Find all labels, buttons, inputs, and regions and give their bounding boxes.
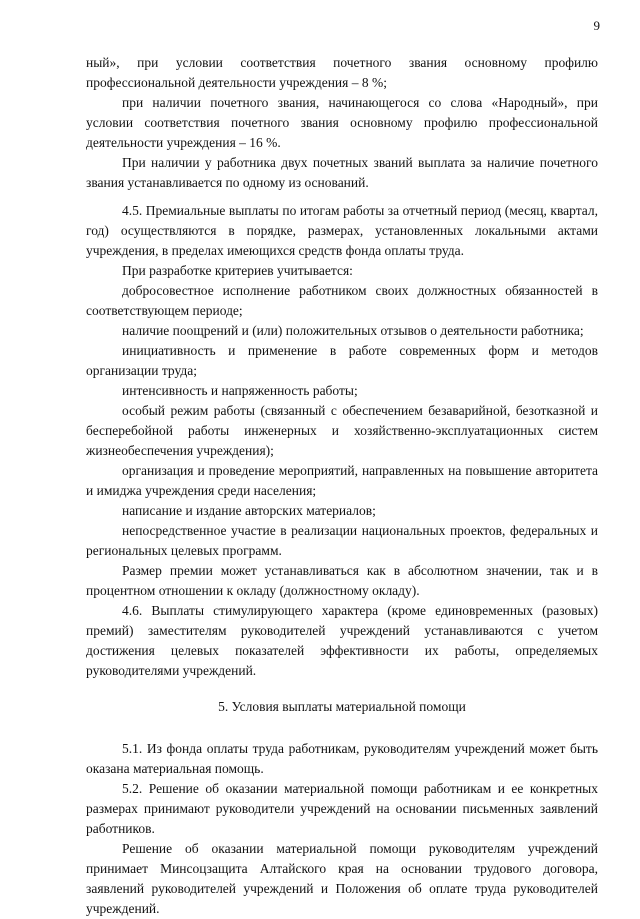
paragraph: 4.5. Премиальные выплаты по итогам работы за отчетный период (месяц, квартал, год) осуществляются в порядке, размерах, установленных локальными актами учреждения, в пределах имеющихся средств фонда оплаты труда. [86, 203, 598, 258]
list-item: особый режим работы (связанный с обеспечением безаварийной, безотказной и бесперебойной работы инженерных и хозяйственно-эксплуатационных систем жизнеобеспечения учреждения); [86, 403, 598, 458]
paragraph: Решение об оказании материальной помощи руководителям учреждений принимает Минсоцзащита Алтайского края на основании трудового договора, заявлений руководителей учреждений и Положения об оплате труда руководителей учреждений. [86, 841, 598, 916]
list-item: инициативность и применение в работе современных форм и методов организации труда; [86, 343, 598, 378]
section-heading: 5. Условия выплаты материальной помощи [218, 699, 466, 714]
paragraph: ный», при условии соответствия почетного звания основному профилю профессиональной деятельности учреждения – 8 %; [86, 55, 598, 90]
paragraph: Размер премии может устанавливаться как в абсолютном значении, так и в процентном отношении к окладу (должностному окладу). [86, 563, 598, 598]
paragraph: при наличии почетного звания, начинающегося со слова «Народный», при условии соответствия почетного звания основному профилю профессиональной деятельности учреждения – 16 %. [86, 95, 598, 150]
paragraph: 5.1. Из фонда оплаты труда работникам, руководителям учреждений может быть оказана материальная помощь. [86, 741, 598, 776]
paragraph: 4.6. Выплаты стимулирующего характера (кроме единовременных (разовых) премий) заместителям руководителей учреждений устанавливаются с учетом достижения целевых показателей эффективности их работы, определяемых руководителями учреждений. [86, 603, 598, 678]
list-item: непосредственное участие в реализации национальных проектов, федеральных и региональных целевых программ. [86, 523, 598, 558]
list-item: добросовестное исполнение работником своих должностных обязанностей в соответствующем периоде; [86, 283, 598, 318]
list-item: написание и издание авторских материалов; [122, 503, 376, 518]
document-body [86, 53, 598, 919]
paragraph: При наличии у работника двух почетных званий выплата за наличие почетного звания устанавливается по одному из оснований. [86, 155, 598, 190]
list-item: организация и проведение мероприятий, направленных на повышение авторитета и имиджа учреждения среди населения; [86, 463, 598, 498]
list-item: интенсивность и напряженность работы; [122, 383, 358, 398]
list-item: наличие поощрений и (или) положительных отзывов о деятельности работника; [122, 323, 584, 338]
paragraph: 5.2. Решение об оказании материальной помощи работникам и ее конкретных размерах принимают руководители учреждений на основании письменных заявлений работников. [86, 781, 598, 836]
page-number: 9 [593, 18, 600, 33]
paragraph: При разработке критериев учитывается: [122, 263, 353, 278]
